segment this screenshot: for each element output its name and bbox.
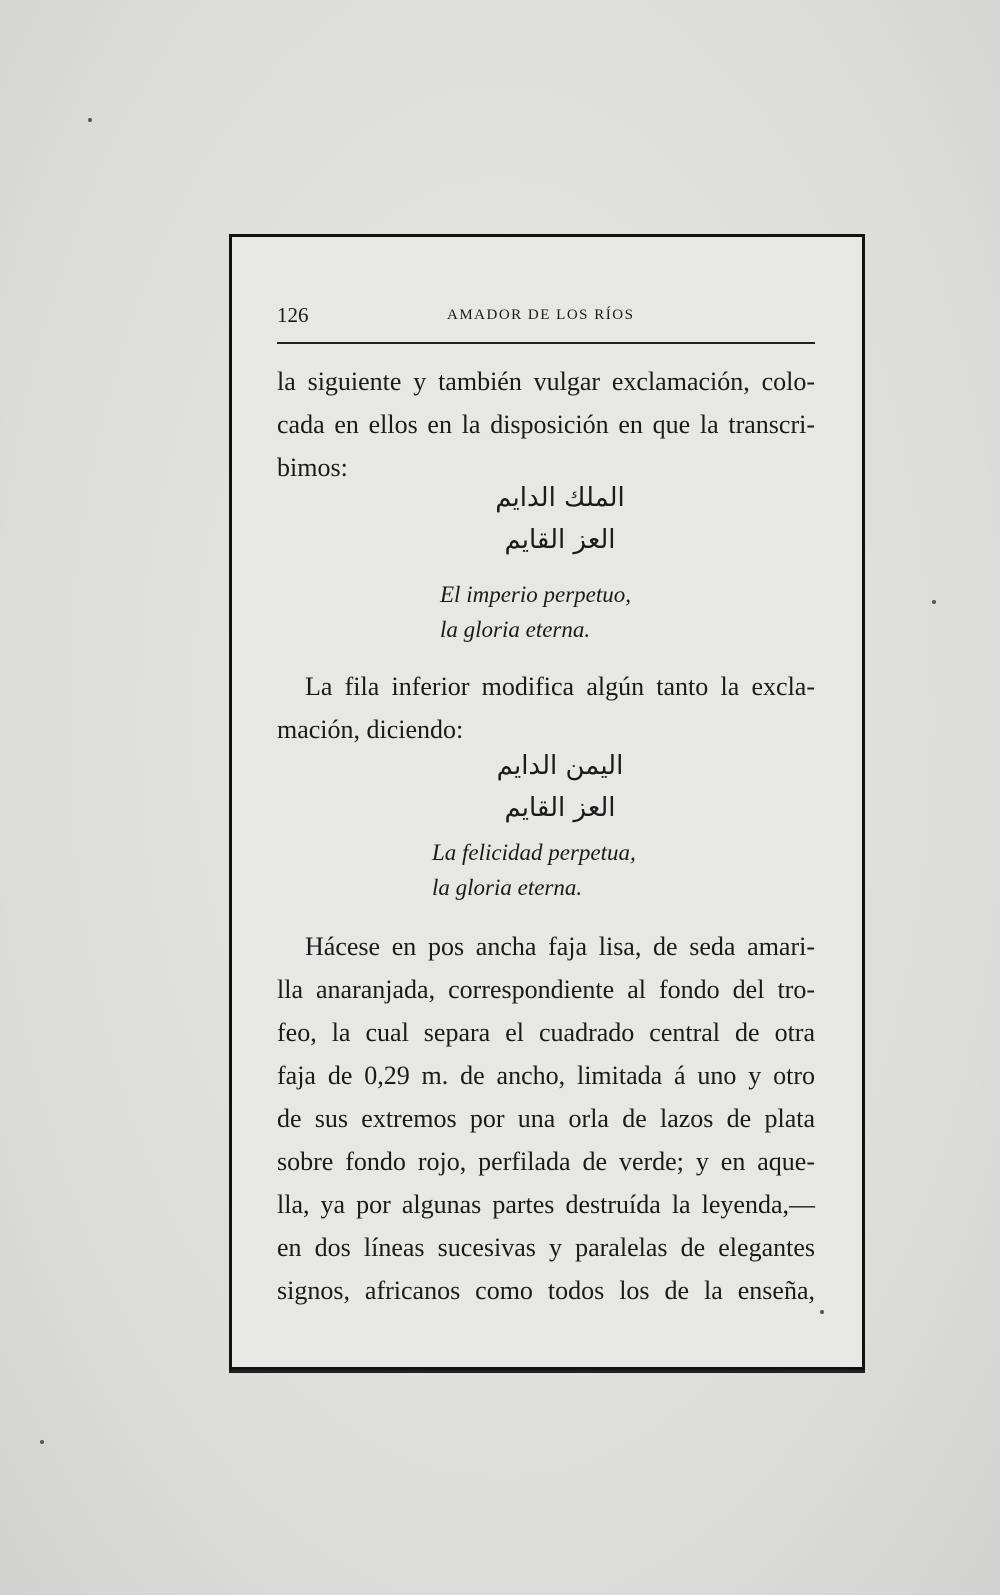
text-line: bimos: xyxy=(277,453,348,482)
text-line: de sus extremos por una orla de lazos de plata xyxy=(277,1104,815,1133)
scan-speck xyxy=(88,118,92,122)
scan-speck xyxy=(40,1440,44,1444)
text-line: feo, la cual separa el cuadrado central de otra xyxy=(277,1018,815,1047)
arabic-line: الملك الدايم xyxy=(495,483,625,513)
translation-line: El imperio perpetuo, xyxy=(440,582,631,607)
translation-line: La felicidad perpetua, xyxy=(432,840,636,865)
text-line: mación, diciendo: xyxy=(277,715,464,744)
scan-speck xyxy=(820,1310,824,1314)
text-line: cada en ellos en la disposición en que la transcri- xyxy=(277,410,815,439)
translation-1 xyxy=(440,577,700,647)
arabic-inscription-2 xyxy=(460,745,660,829)
text-line: en dos líneas sucesivas y paralelas de elegantes xyxy=(277,1233,815,1262)
text-line: La fila inferior modifica algún tanto la excla- xyxy=(305,672,815,701)
running-head xyxy=(277,303,815,327)
text-line: lla, ya por algunas partes destruída la leyenda,— xyxy=(277,1190,815,1219)
page-number: 126 xyxy=(277,303,309,327)
paragraph-1 xyxy=(277,360,815,489)
translation-line: la gloria eterna. xyxy=(440,617,591,642)
text-line: Hácese en pos ancha faja lisa, de seda amari- xyxy=(305,932,815,961)
text-line: faja de 0,29 m. de ancho, limitada á uno y otro xyxy=(277,1061,815,1090)
scan-speck xyxy=(932,600,936,604)
arabic-line: العز القايم xyxy=(504,793,616,823)
paragraph-2 xyxy=(277,665,815,751)
arabic-line: اليمن الدايم xyxy=(496,751,624,781)
text-line: la siguiente y también vulgar exclamación, colo- xyxy=(277,367,815,396)
running-title: AMADOR DE LOS RÍOS xyxy=(447,307,635,323)
arabic-line: العز القايم xyxy=(504,525,616,555)
text-line: sobre fondo rojo, perfilada de verde; y en aque- xyxy=(277,1147,815,1176)
text-line: signos, africanos como todos los de la enseña, xyxy=(277,1276,815,1305)
text-line: lla anaranjada, correspondiente al fondo del tro- xyxy=(277,975,815,1004)
header-rule xyxy=(277,342,815,344)
translation-line: la gloria eterna. xyxy=(432,875,583,900)
paragraph-3 xyxy=(277,925,815,1312)
arabic-inscription-1 xyxy=(460,477,660,561)
page-border-bottom-rule xyxy=(229,1370,865,1373)
translation-2 xyxy=(432,835,692,905)
